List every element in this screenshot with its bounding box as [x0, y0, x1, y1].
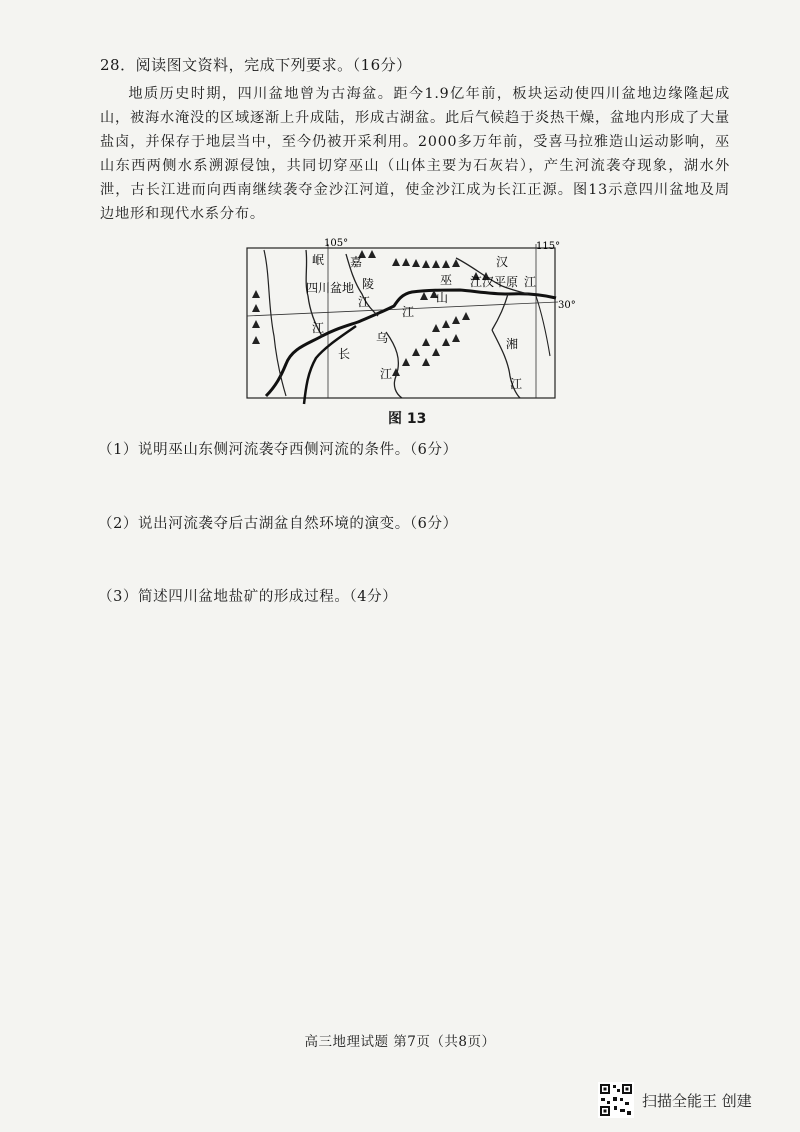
watermark-text: 扫描全能王 创建: [642, 1091, 752, 1110]
sub-question-2: （2）说出河流袭夺后古湖盆自然环境的演变。（6分）: [98, 516, 458, 532]
jinsha-river: [304, 326, 356, 404]
label-wu: 巫: [440, 273, 453, 287]
label-jianghan: 江汉平原: [470, 275, 519, 289]
gan-river: [536, 296, 550, 356]
scanner-watermark: [598, 1082, 752, 1118]
lon-105-label: 105°: [324, 238, 349, 249]
label-han: 汉: [496, 255, 509, 269]
label-han-jiang: 江: [524, 275, 537, 289]
map-svg: [246, 236, 576, 404]
label-shan: 山: [436, 291, 449, 305]
qr-code-icon: [598, 1082, 634, 1118]
sub-question-1: （1）说明巫山东侧河流袭夺西侧河流的条件。（6分）: [98, 442, 458, 458]
label-jiang-mid: 江: [402, 305, 415, 319]
page-footer: 高三地理试题 第7页（共8页）: [304, 1034, 496, 1050]
lon-115-label: 115°: [536, 241, 561, 252]
label-sichuan-basin: 四川盆地: [306, 281, 355, 295]
label-wu-river: 乌: [376, 331, 389, 345]
label-min-jiang: 江: [312, 321, 325, 335]
label-xiang-jiang: 江: [510, 377, 523, 391]
label-xiang: 湘: [506, 337, 519, 351]
figure-caption: 图 13: [388, 411, 427, 427]
label-jia-jiang: 江: [358, 295, 371, 309]
question-title: 28．阅读图文资料，完成下列要求。（16分）: [100, 56, 412, 74]
intro-paragraph: 地质历史时期，四川盆地曾为古海盆。距今1.9亿年前，板块运动使四川盆地边缘隆起成山，被海水淹没的区域逐渐上升成陆，形成古湖盆。此后气候趋于炎热干燥，盆地内形成了大量盐卤，并保存于地层当中，至今仍被开采利用。2000多万年前，受喜马拉雅造山运动影响，巫山东西两侧水系溯源侵蚀，共同切穿巫山（山体主要为石灰岩），产生河流袭夺现象，湖水外泄，古长江进而向西南继续袭夺金沙江河道，使金沙江成为长江正源。图13示意四川盆地及周边地形和现代水系分布。: [100, 86, 730, 222]
sub-question-3: （3）简述四川盆地盐矿的形成过程。（4分）: [98, 589, 398, 605]
figure-13-map: [246, 236, 576, 404]
label-min: 岷: [312, 253, 325, 267]
map-frame: [247, 248, 555, 398]
question-intro: [100, 82, 730, 226]
label-jia: 嘉: [350, 255, 363, 269]
dongting-link: [492, 294, 508, 330]
label-wu-jiang: 江: [380, 367, 393, 381]
lat-30-label: 30°: [558, 300, 576, 311]
mountain-symbols: [252, 250, 490, 376]
wu-river: [386, 332, 402, 398]
label-chang: 长: [338, 347, 351, 361]
label-ling: 陵: [362, 277, 375, 291]
